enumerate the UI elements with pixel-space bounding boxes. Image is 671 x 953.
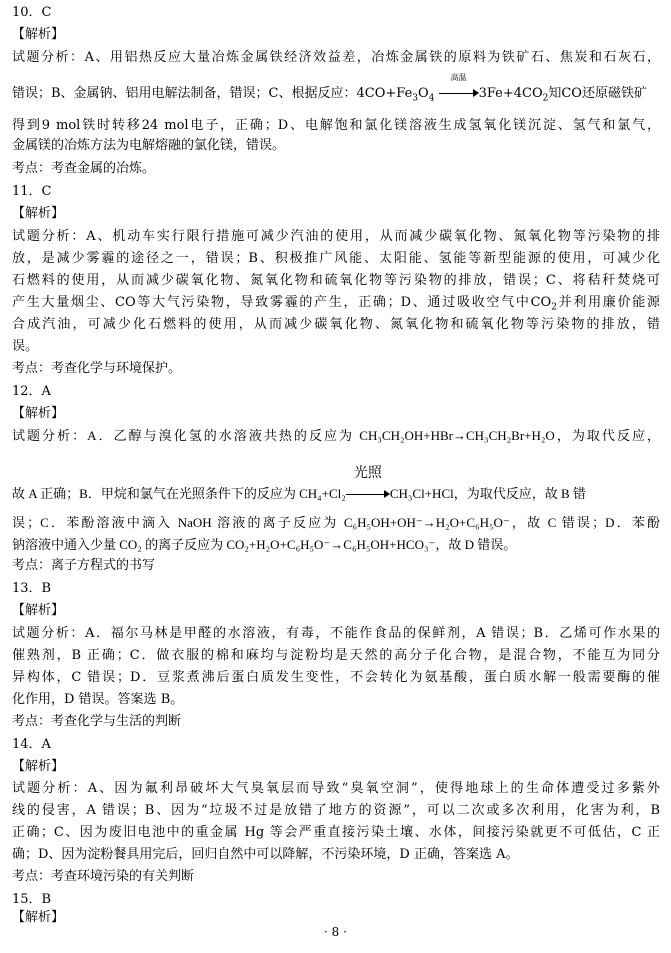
q11-sub: 2 [551, 302, 557, 313]
q11-line-4-text-a: 产生大量烟尘、CO等大气污染物，导致雾霾的产生，正确；D、通过吸收空气中CO [12, 295, 552, 310]
q12-answer: 12．A [12, 384, 51, 399]
q10-line-3: 得到9 mol铁时转移24 mol电子，正确；D、电解饱和氯化镁溶液生成氢氧化镁沉淀、氢气和氯气， [12, 118, 660, 133]
q11-line-4 [12, 293, 660, 313]
q11-line-5: 合成汽油，可减少化石燃料的使用，从而减少碳氧化物、氮氧化物和硫氧化物等污染物的排放，错 [12, 317, 660, 332]
q12-exam-point: 考点：离子方程式的书写 [12, 558, 156, 573]
q10-line-1: 试题分析：A、用铝热反应大量冶炼金属铁经济效益差，冶炼金属铁的原料为铁矿石、焦炭和石灰石， [12, 50, 660, 65]
q14-line-4: 确；D、因为淀粉餐具用完后，回归自然中可以降解，不污染环境，D 正确，答案选 A。 [12, 847, 519, 862]
q13-line-1: 试题分析：A．福尔马林是甲醛的水溶液，有毒，不能作食品的保鲜剂，A 错误；B．乙烯可作水果的 [12, 626, 660, 641]
q11-line-1: 试题分析：A、机动车实行限行措施可减少汽油的使用，从而减少碳氧化物、氮氧化物等污染物的排 [12, 229, 660, 244]
q11-line-6: 误。 [12, 339, 39, 354]
q10-line-2-text-a: 错误；B、金属钠、铝用电解法制备，错误；C、根据反应：4CO+Fe [12, 86, 413, 101]
q13-analysis-label: 【解析】 [12, 603, 65, 618]
condition-high-temp: 高温 [450, 73, 467, 82]
q15-answer: 15．B [12, 892, 52, 907]
q12-line-2 [12, 465, 660, 504]
q13-line-3: 异构体，C 错误；D．豆浆煮沸后蛋白质发生变性，不会转化为氨基酸，蛋白质水解一般需要酶的催 [12, 670, 660, 685]
q10-sub-3: 2 [542, 93, 549, 104]
q11-analysis-label: 【解析】 [12, 206, 65, 221]
q12-analysis-label: 【解析】 [12, 406, 65, 421]
q12-line-3: 误；C．苯酚溶液中滴入 NaOH 溶液的离子反应为 C₆H₅OH+OH⁻→H₂O+C₆H₅O⁻，故 C 错误；D．苯酚 [12, 515, 660, 530]
page-number: · 8 · [324, 925, 347, 939]
q13-exam-point: 考点：考查化学与生活的判断 [12, 714, 182, 729]
q13-answer: 13．B [12, 581, 52, 596]
q14-line-2: 线的侵害，A 错误；B、因为“垃圾不过是放错了地方的资源”，可以二次或多次利用，化害为利，B [12, 803, 660, 818]
q10-answer: 10．C [12, 5, 52, 20]
condition-light: 光照 [353, 465, 382, 481]
q10-line-2 [12, 73, 660, 104]
q10-analysis-label: 【解析】 [12, 27, 65, 42]
q14-answer: 14．A [12, 737, 51, 752]
q14-exam-point: 考点：考查环境污染的有关判断 [12, 869, 195, 884]
q14-analysis-label: 【解析】 [12, 759, 65, 774]
q13-line-2: 催熟剂，B 正确；C．做衣服的棉和麻均与淀粉均是天然的高分子化合物，是混合物，不能互为同分 [12, 648, 660, 663]
q10-exam-point: 考点：考查金属的冶炼。 [12, 161, 156, 176]
q10-sub-1: 3 [412, 93, 419, 104]
q11-answer: 11．C [12, 184, 52, 199]
reaction-arrow-light [346, 465, 390, 500]
q14-line-1: 试题分析：A、因为氟利昂破坏大气臭氧层而导致“臭氧空洞”，使得地球上的生命体遭受过多紫外 [12, 781, 660, 796]
q12-line-2-text-b: CH₃Cl+HCl，为取代反应，故 B 错 [389, 486, 586, 501]
reaction-arrow-high-temp [439, 73, 479, 99]
q14-line-3: 正确；C、因为废旧电池中的重金属 Hg 等会严重直接污染土壤、水体，间接污染就更不可低估，C 正 [12, 825, 660, 840]
q12-line-2-text-a: 故 A 正确；B．甲烷和氯气在光照条件下的反应为 CH₄+Cl₂ [12, 486, 346, 501]
q11-line-4-text-b: 并利用廉价能源 [556, 295, 660, 310]
q13-line-4: 化作用，D 错误。答案选 B。 [12, 692, 184, 707]
q10-line-2-text-c: 3Fe+4CO [478, 86, 543, 101]
q10-line-2-text-b: O [418, 86, 429, 101]
q11-exam-point: 考点：考查化学与环境保护。 [12, 361, 182, 376]
q10-line-4: 金属镁的冶炼方法为电解熔融的氯化镁，错误。 [12, 138, 286, 153]
q12-line-1: 试题分析：A．乙醇与溴化氢的水溶液共热的反应为 CH₃CH₂OH+HBr→CH₃CH₂Br+H₂O，为取代反应， [12, 428, 660, 443]
q10-line-2-text-d: 知CO还原磁铁矿 [548, 86, 647, 101]
q12-line-4: 钠溶液中通入少量 CO₂ 的离子反应为 CO₂+H₂O+C₆H₅O⁻→C₆H₅OH+HCO₃⁻，故 D 错误。 [12, 537, 517, 552]
q10-sub-2: 4 [428, 93, 435, 104]
q15-analysis-label: 【解析】 [12, 910, 65, 925]
q11-line-2: 放，是减少雾霾的途径之一，错误；B、积极推广风能、太阳能、氢能等新型能源的使用，可减少化 [12, 251, 660, 266]
q11-line-3: 石燃料的使用，从而减少碳氧化物、氮氧化物和硫氧化物等污染物的排放，错误；C、将秸秆焚烧可 [12, 273, 660, 288]
